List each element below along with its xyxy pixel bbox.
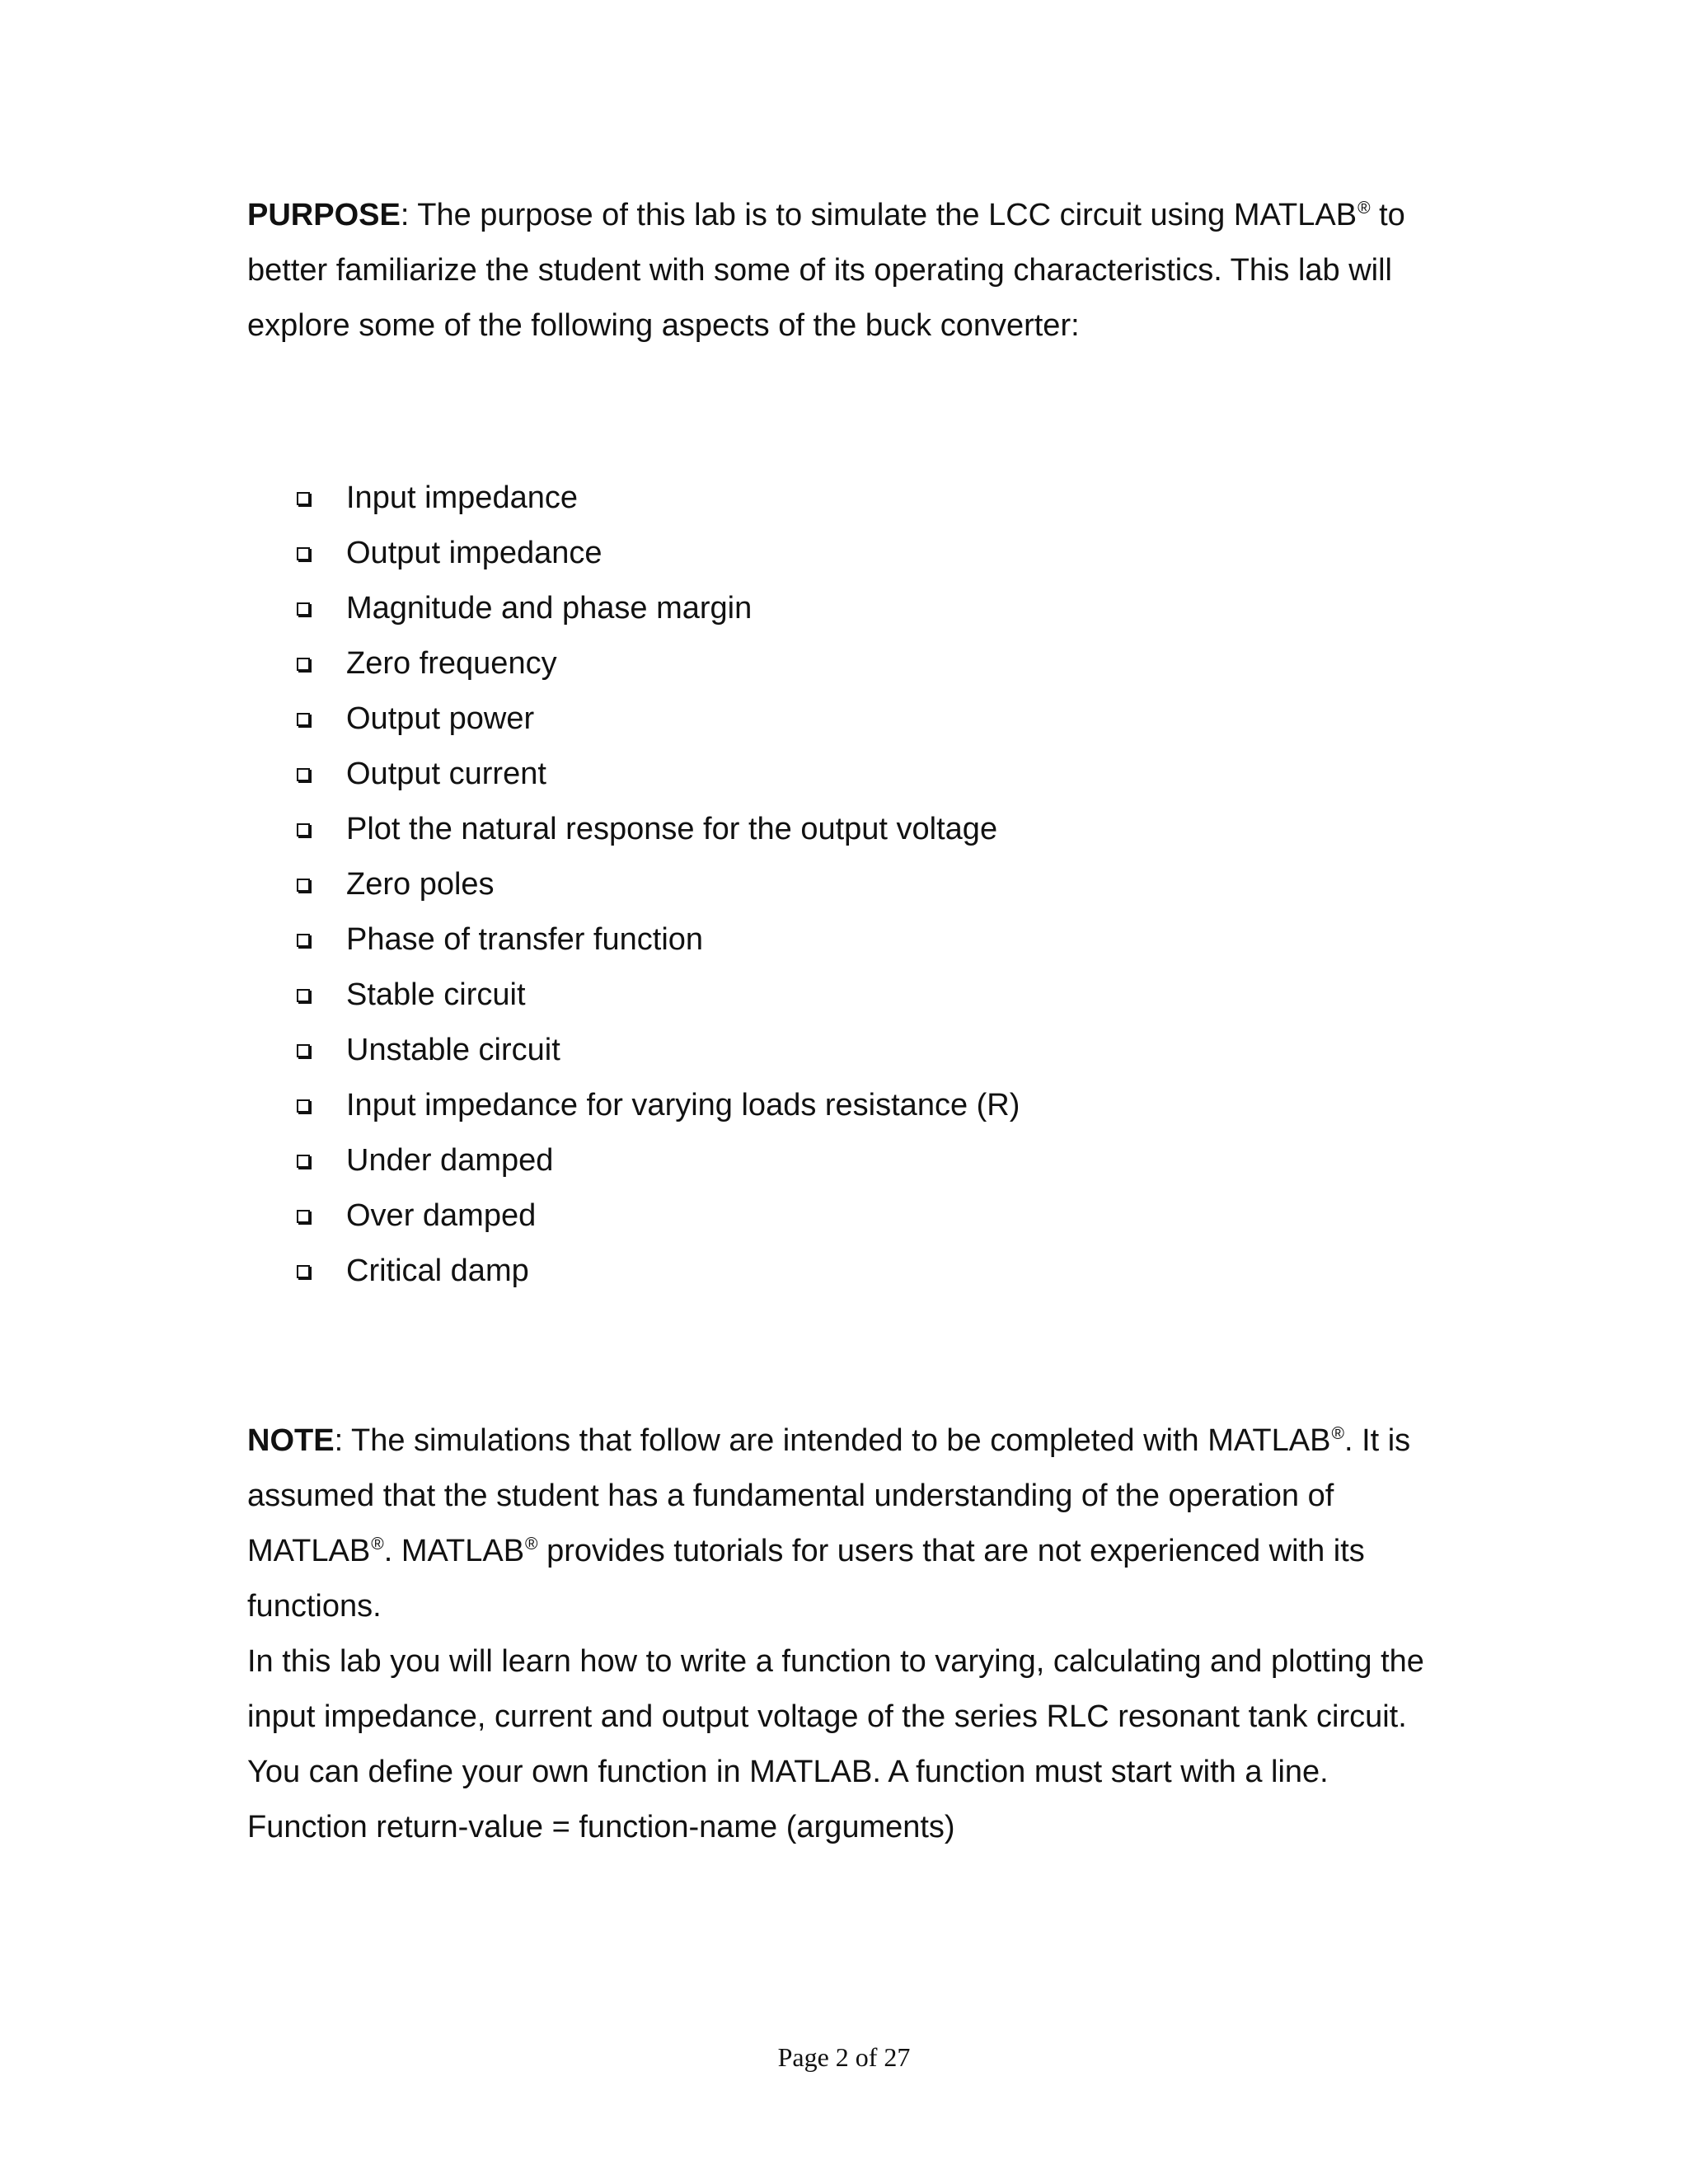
checkbox-bullet-icon bbox=[297, 768, 310, 781]
checkbox-bullet-icon bbox=[297, 1044, 310, 1057]
checkbox-bullet-icon bbox=[297, 602, 310, 616]
aspect-list-item bbox=[297, 1244, 1020, 1299]
aspect-list-item bbox=[297, 691, 1020, 747]
checkbox-bullet-icon bbox=[297, 879, 310, 892]
note-section bbox=[247, 1413, 1442, 1855]
checkbox-bullet-icon bbox=[297, 1265, 310, 1278]
checkbox-bullet-icon bbox=[297, 934, 310, 947]
aspect-list-item bbox=[297, 1023, 1020, 1078]
note-text-4: provides tutorials for users that are not experienced with its functions. bbox=[247, 1534, 1365, 1624]
aspect-list-item bbox=[297, 526, 1020, 581]
page-number: Page 2 of 27 bbox=[777, 2042, 911, 2072]
checkbox-bullet-icon bbox=[297, 1099, 310, 1113]
aspect-list-item bbox=[297, 857, 1020, 912]
aspect-list-item bbox=[297, 747, 1020, 802]
note-colon: : bbox=[334, 1423, 344, 1458]
note-text-2: . It is assumed that the student has a fundamental understanding of the operation of MATLAB bbox=[247, 1423, 1411, 1568]
registered-mark: ® bbox=[1357, 199, 1371, 218]
checkbox-bullet-icon bbox=[297, 989, 310, 1002]
aspect-label: Phase of transfer function bbox=[346, 922, 704, 957]
aspect-label: Input impedance for varying loads resistance (R) bbox=[346, 1088, 1020, 1122]
aspect-list-item bbox=[297, 1188, 1020, 1244]
note-label: NOTE bbox=[247, 1423, 335, 1458]
aspect-list-item bbox=[297, 912, 1020, 968]
aspect-label: Magnitude and phase margin bbox=[346, 591, 753, 626]
note-text-1: The simulations that follow are intended to be completed with MATLAB bbox=[343, 1423, 1331, 1458]
registered-mark: ® bbox=[371, 1535, 384, 1554]
aspect-list-item bbox=[297, 1133, 1020, 1188]
aspect-label: Output power bbox=[346, 701, 535, 736]
checkbox-bullet-icon bbox=[297, 492, 310, 505]
aspect-list-item bbox=[297, 1078, 1020, 1133]
registered-mark: ® bbox=[525, 1535, 538, 1554]
checkbox-bullet-icon bbox=[297, 713, 310, 726]
function-syntax-line: Function return-value = function-name (arguments) bbox=[247, 1810, 955, 1844]
aspect-list-item bbox=[297, 636, 1020, 691]
purpose-text-2: to better familiarize the student with some of its operating characteristics. This lab will explore some of the following aspects of the buck converter: bbox=[247, 198, 1405, 343]
aspect-label: Input impedance bbox=[346, 480, 578, 515]
note-paragraph bbox=[247, 1413, 1442, 1634]
aspect-label: Over damped bbox=[346, 1198, 537, 1233]
checkbox-bullet-icon bbox=[297, 823, 310, 837]
aspect-label: Stable circuit bbox=[346, 977, 526, 1012]
aspect-list-item bbox=[297, 471, 1020, 526]
checkbox-bullet-icon bbox=[297, 547, 310, 560]
aspect-label: Unstable circuit bbox=[346, 1033, 560, 1067]
aspect-list-item bbox=[297, 802, 1020, 857]
aspect-label: Output current bbox=[346, 757, 546, 791]
aspect-list-item bbox=[297, 968, 1020, 1023]
aspect-label: Critical damp bbox=[346, 1254, 529, 1288]
purpose-section bbox=[247, 188, 1442, 354]
registered-mark: ® bbox=[1331, 1424, 1344, 1443]
aspects-list bbox=[297, 471, 1020, 1299]
checkbox-bullet-icon bbox=[297, 658, 310, 671]
aspect-label: Output impedance bbox=[346, 536, 603, 570]
aspect-label: Under damped bbox=[346, 1143, 554, 1178]
function-intro-paragraph: In this lab you will learn how to write a function to varying, calculating and plotting the input impedance, current and output voltage of the series RLC resonant tank circuit. You can define your own function in MATLAB. A function must start with a line. bbox=[247, 1644, 1424, 1789]
note-text-3: . MATLAB bbox=[383, 1534, 525, 1568]
purpose-colon: : bbox=[400, 198, 410, 232]
aspect-label: Zero frequency bbox=[346, 646, 557, 681]
aspect-label: Plot the natural response for the output voltage bbox=[346, 812, 998, 846]
purpose-paragraph bbox=[247, 188, 1442, 354]
aspect-list-item bbox=[297, 581, 1020, 636]
purpose-text-1: The purpose of this lab is to simulate the LCC circuit using bbox=[409, 198, 1234, 232]
matlab-name: MATLAB bbox=[1233, 198, 1357, 232]
page-footer bbox=[0, 2041, 1688, 2074]
checkbox-bullet-icon bbox=[297, 1210, 310, 1223]
checkbox-bullet-icon bbox=[297, 1155, 310, 1168]
purpose-label: PURPOSE bbox=[247, 198, 401, 232]
aspect-label: Zero poles bbox=[346, 867, 495, 902]
